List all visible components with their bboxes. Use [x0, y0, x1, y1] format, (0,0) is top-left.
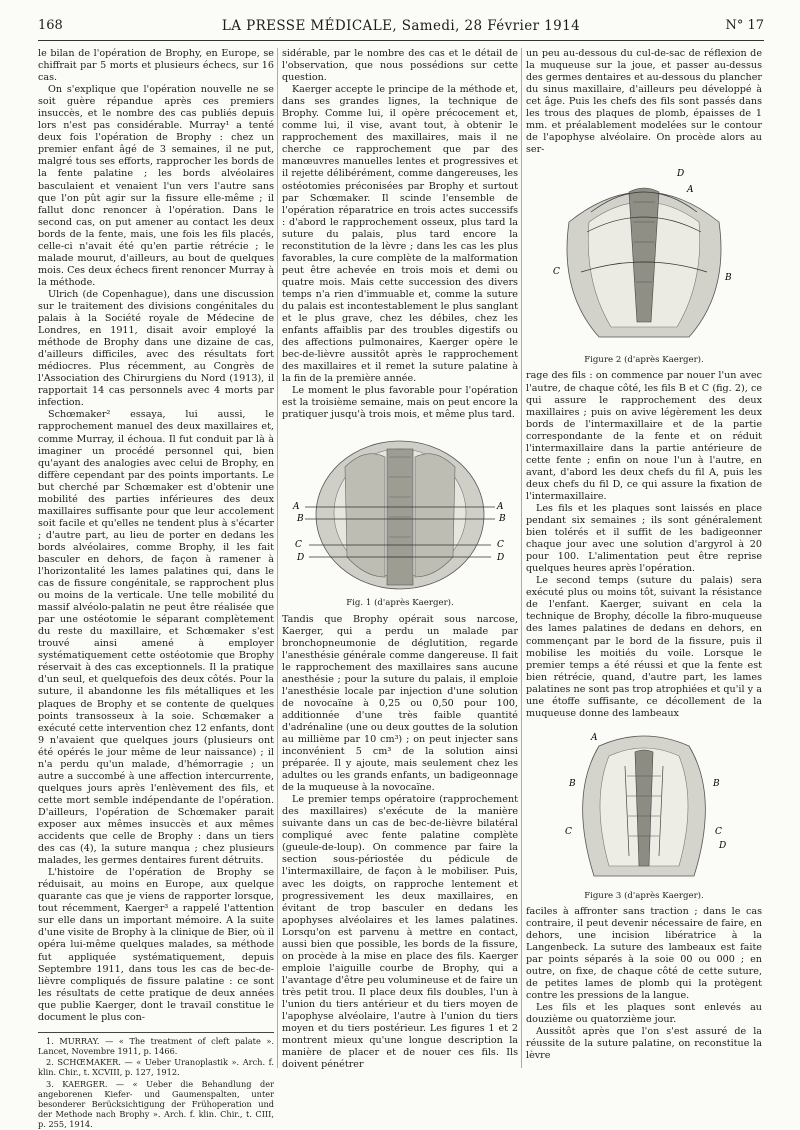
label-c-left: C — [565, 826, 572, 837]
paragraph: Les fils et les plaques sont laissés en place pendant six semaines ; ils sont généralement bien tolérés et il suffit de les badigeonner chaque jour avec une solution d'argyrol à 20 pour 100. L'alimentation peut être reprise quelques heures après l'opération. — [526, 502, 762, 575]
label-b-right: B — [713, 778, 720, 789]
label-d: D — [719, 840, 727, 851]
label-b-left: B — [297, 514, 304, 525]
page-number: 168 — [38, 18, 63, 33]
footnote: 2. SCHŒMAKER. — « Ueber Uranoplastik ». Arch. f. klin. Chir., t. XCVIII, p. 127, 1912. — [38, 1057, 274, 1078]
paragraph: sidérable, par le nombre des cas et le détail de l'observation, que nous possédions sur cette question. — [282, 48, 518, 84]
paragraph: Tandis que Brophy opérait sous narcose, Kaerger, qui a perdu un malade par bronchopneumonie de déglutition, regarde l'anesthésie générale comme dangereuse. Il fait le rapprochement des maxillaires sans aucune anesthésie ; pour la suture du palais, il emploie l'anesthésie locale par injection d'une solution de novocaïne à 0,25 ou 0,50 pour 100, additionnée d'une très faible quantité d'adrénaline (une ou deux gouttes de la solution au millième par 10 cm³) ; on peut injecter sans inconvénient 5 cm³ de la solution ainsi préparée. Il y ajoute, mais seulement chez les adultes ou les grands enfants, un badigeonnage de la muqueuse à la novocaïne. — [282, 613, 518, 794]
figure-2 — [526, 162, 762, 366]
column-1 — [38, 48, 274, 1130]
label-d-right: D — [497, 553, 505, 564]
paragraph: un peu au-dessous du cul-de-sac de réflexion de la muqueuse sur la joue, et passer au-dessus des germes dentaires et au-dessous du plancher du sinus maxillaire, d'ailleurs peu développé à cet âge. Puis les chefs des fils sont passés dans les trous des plaques de plomb, épaisses de 1 mm. et préalablement modelées sur le contour de l'apophyse alvéolaire. On procède alors au ser- — [526, 48, 762, 156]
column-divider — [521, 48, 522, 1068]
paragraph: L'histoire de l'opération de Brophy se réduisait, au moins en Europe, aux quelque quarante cas que je viens de rapporter lorsque, tout récemment, Kaerger³ a rappelé l'attention sur elle dans un important mémoire. A la suite d'une visite de Brophy à la clinique de Bier, où il opéra lui-même quelques malades, sa méthode fut appliquée systématiquement, depuis Septembre 1911, dans tous les cas de bec-de-lièvre compliqués de fissure palatine : ce sont les résultats de cette pratique de deux années que publie Kaerger, dont le travail constitue le document le plus con- — [38, 867, 274, 1023]
paragraph: Le moment le plus favorable pour l'opération est la troisième semaine, mais on peut encore la pratiquer jusqu'à trois mois, et même plus tard. — [282, 385, 518, 421]
paragraph: Les fils et les plaques sont enlevés au douzième ou quatorzième jour. — [526, 1002, 762, 1026]
label-c-right: C — [715, 826, 722, 837]
footnotes — [38, 1032, 274, 1130]
paragraph: Schœmaker² essaya, lui aussi, le rapprochement manuel des deux maxillaires et, comme Murray, il échoua. Il fut conduit par là à imaginer un procédé personnel qui, bien qu'ayant des analogies avec celui de Brophy, en diffère cependant par des points importants. Le but cherché par Schœmaker est d'obtenir une mobilité des parties inférieures des deux maxillaires suffisante pour que leur accolement soit facile et qu'elles ne tendent plus à s'écarter ; d'autre part, au lieu de porter en dedans les bords alvéolaires, comme Brophy, il les fait basculer en dehors, de façon à ramener à l'horizontalité les lames palatines qui, dans le cas de fissure congénitale, se rapprochent plus ou moins de la verticale. Une telle mobilité du massif alvéolo-palatin ne peut être réalisée que par une ostéotomie le séparant complètement du reste du maxillaire, et Schœmaker s'est trouvé ainsi amené à employer systématiquement cette ostéotomie que Brophy réservait à des cas exceptionnels. Il la pratique d'un seul, et quelquefois des deux côtés. Pour la suture, il abandonne les fils métalliques et les plaques de Brophy et se contente de quelques points transosseux à la soie. Schœmaker a exécuté cette intervention chez 12 enfants, dont 9 n'avaient que quelques jours (plusieurs ont été opérés le jour même de leur naissance) ; il n'a perdu qu'un malade, d'hémorragie ; un autre a succombé à une affection intercurrente, quelques jours après l'enlèvement des fils, et cette mort semble indépendante de l'opération. D'ailleurs, l'opération de Schœmaker parait exposer aux mêmes insuccès et aux mêmes accidents que celle de Brophy : dans un tiers des cas (4), la suture manqua ; chez plusieurs malades, les germes dentaires furent détruits. — [38, 409, 274, 867]
journal-title: LA PRESSE MÉDICALE, Samedi, 28 Février 1914 — [221, 18, 581, 34]
label-c-left: C — [295, 540, 302, 551]
label-b: B — [725, 273, 732, 284]
column-3 — [526, 48, 762, 1063]
figure-1-illustration — [285, 427, 515, 595]
label-b-right: B — [499, 514, 506, 525]
label-b-left: B — [569, 778, 576, 789]
paragraph: Aussitôt après que l'on s'est assuré de la réussite de la suture palatine, on reconstitue la lèvre — [526, 1026, 762, 1062]
figure-2-illustration — [529, 162, 759, 352]
footnote: 3. KAERGER. — « Ueber die Behandlung der angeborenen Kiefer- und Gaumenspalten, unter besonderer Berücksichtigung der Frühoperation und der Methode nach Brophy ». Arch. f. klin. Chir., t. CIII, p. 255, 1914. — [38, 1078, 274, 1130]
figure-1 — [282, 427, 518, 609]
label-a-right: A — [497, 502, 504, 513]
figure-1-caption: Fig. 1 (d'après Kaerger). — [346, 598, 454, 609]
figure-3-caption: Figure 3 (d'après Kaerger). — [584, 890, 704, 901]
paragraph: Le second temps (suture du palais) sera exécuté plus ou moins tôt, suivant la résistance de l'enfant. Kaerger, suivant en cela la technique de Brophy, décolle la fibro-muqueuse des lames palatines de dedans en dehors, en commençant par le bord de la fissure, puis il mobilise les moitiés du voile. Lorsque le premier temps a été réussi et que la fente est bien rétrécie, quand, d'autre part, les lames palatines ne sont pas trop atrophiées et qu'il y a une étoffe suffisante, ce décollement de la muqueuse donne des lambeaux — [526, 575, 762, 719]
paragraph: On s'explique que l'opération nouvelle ne se soit guère répandue après ces premiers insuccès, et le nombre des cas publiés depuis lors n'est pas considérable. Murray¹ a tenté deux fois l'opération de Brophy : chez un premier enfant âgé de 3 semaines, il ne put, malgré tous ses efforts, rapprocher les bords de la fente palatine ; les bords alvéolaires basculaient et venaient l'un vers l'autre sans que l'on pût agir sur la fissure elle-même ; il fallut donc renoncer à l'opération. Dans le second cas, on put amener au contact les deux bords de la fente, mais, une fois les fils placés, celle-ci n'avait été qu'en partie rétrécie ; le malade mourut, d'ailleurs, au bout de quelques mois. Ces deux échecs firent renoncer Murray à la méthode. — [38, 84, 274, 288]
column-2 — [282, 48, 518, 1071]
figure-3 — [526, 726, 762, 902]
label-d: D — [677, 169, 685, 180]
paragraph: faciles à affronter sans traction ; dans le cas contraire, il peut devenir nécessaire de faire, en dehors, une incision libératrice à la Langenbeck. La suture des lambeaux est faite par points séparés à la soie 00 ou 000 ; en outre, on fixe, de chaque côté de cette suture, de petites lames de plomb qui la protègent contre les pressions de la langue. — [526, 905, 762, 1002]
paragraph: le bilan de l'opération de Brophy, en Europe, se chiffrait par 5 morts et plusieurs échecs, sur 16 cas. — [38, 48, 274, 84]
label-d-left: D — [297, 553, 305, 564]
footnote: 1. MURRAY. — « The treatment of cleft palate ». Lancet, Novembre 1911, p. 1466. — [38, 1035, 274, 1056]
label-a: A — [687, 185, 694, 196]
issue-number: N° 17 — [725, 18, 764, 33]
figure-2-caption: Figure 2 (d'après Kaerger). — [584, 355, 704, 366]
label-c-right: C — [497, 540, 504, 551]
paragraph: Ulrich (de Copenhague), dans une discussion sur le traitement des divisions congénitales du palais à la Société royale de Médecine de Londres, en 1911, disait avoir employé la méthode de Brophy dans une dizaine de cas, d'ailleurs difficiles, avec des résultats fort médiocres. Plus récemment, au Congrès de l'Association des Chirurgiens du Nord (1913), il rapportait 14 cas personnels avec 4 morts par infection. — [38, 288, 274, 409]
label-a-left: A — [293, 502, 300, 513]
paragraph: rage des fils : on commence par nouer l'un avec l'autre, de chaque côté, les fils B et C (fig. 2), ce qui assure le rapprochement des deux maxillaires ; puis on avive légèrement les deux bords de l'intermaxillaire et de la partie correspondante de la fente et on réduit l'intermaxillaire dans la partie antérieure de cette fente ; enfin on noue l'un à l'autre, en avant, d'abord les deux chefs du fil A, puis les deux chefs du fil D, ce qui assure la fixation de l'intermaxillaire. — [526, 370, 762, 502]
figure-3-illustration — [529, 726, 759, 888]
paragraph: Le premier temps opératoire (rapprochement des maxillaires) s'exécute de la manière suivante dans un cas de bec-de-lièvre bilatéral compliqué avec fente palatine complète (gueule-de-loup). On commence par faire la section sous-périostée du pédicule de l'intermaxillaire, de façon à le mobiliser. Puis, avec les doigts, on rapproche lentement et progressivement les deux maxillaires, en évitant de trop basculer en dedans les apophyses alvéolaires et les lames palatines. Lorsqu'on est parvenu à mettre en contact, aussi bien que possible, les bords de la fissure, on procède à la mise en place des fils. Kaerger emploie l'aiguille courbe de Brophy, qui a l'avantage d'être peu volumineuse et de faire un très petit trou. Il place deux fils doubles, l'un à l'union du tiers antérieur et du tiers moyen de l'apophyse alvéolaire, l'autre à l'union du tiers moyen et du tiers postérieur. Les figures 1 et 2 montrent mieux qu'une longue description la manière de placer et de nouer ces fils. Ils doivent pénétrer — [282, 794, 518, 1071]
column-divider — [277, 48, 278, 1068]
paragraph: Kaerger accepte le principe de la méthode et, dans ses grandes lignes, la technique de Brophy. Comme lui, il opère précocement et, comme lui, il vise, avant tout, à obtenir le rapprochement des maxillaires, mais il ne cherche ce rapprochement que par des manœuvres manuelles lentes et progressives et il rejette délibérément, comme dangereuses, les ostéotomies préconisées par Brophy et surtout par Schœmaker. Il scinde l'ensemble de l'opération réparatrice en trois actes successifs : d'abord le rapprochement osseux, plus tard la suture du palais, plus tard encore la reconstitution de la lèvre ; dans les cas les plus favorables, la cure complète de la malformation peut être achevée en trois mois et demi ou quatre mois. Mais cette succession des divers temps n'a rien d'immuable et, comme la suture du palais est incontestablement le plus sanglant et le plus grave, chez les débiles, chez les enfants affaiblis par des troubles digestifs ou des affections pulmonaires, Kaerger opère le bec-de-lièvre aussitôt après le rapprochement des maxillaires et il remet la suture palatine à la fin de la première année. — [282, 84, 518, 385]
label-c: C — [553, 267, 560, 278]
page-header — [38, 18, 764, 38]
label-a: A — [591, 732, 598, 743]
header-rule — [38, 40, 764, 41]
